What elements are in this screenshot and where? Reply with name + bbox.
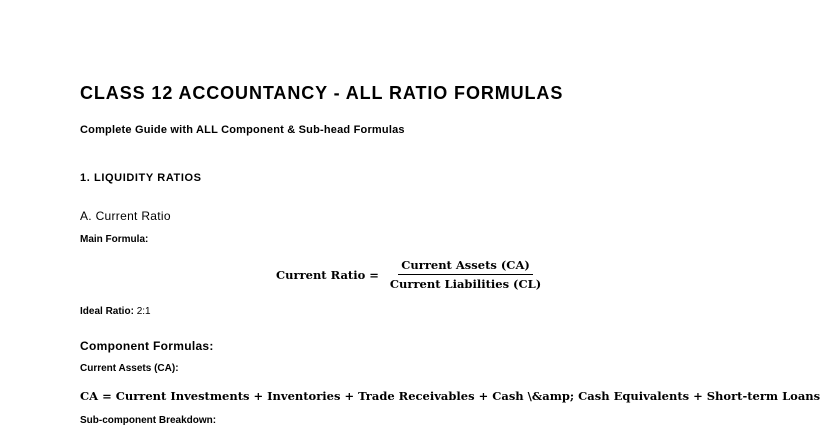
- current-assets-label: Current Assets (CA):: [80, 363, 179, 374]
- ideal-ratio-label: Ideal Ratio:: [80, 306, 134, 317]
- formula-denominator: Current Liabilities (CL): [389, 277, 542, 291]
- section-heading-liquidity: 1. LIQUIDITY RATIOS: [80, 172, 202, 184]
- main-formula-label: Main Formula:: [80, 234, 149, 245]
- document-page: [80, 0, 820, 441]
- component-formulas-heading: Component Formulas:: [80, 339, 214, 353]
- document-subtitle: Complete Guide with ALL Component & Sub-head Formulas: [80, 124, 405, 136]
- ideal-ratio-value: 2:1: [136, 306, 151, 317]
- formula-fraction: [387, 258, 544, 291]
- current-assets-formula: CA = Current Investments + Inventories + Trade Receivables + Cash \&amp; Cash Equivalents + Short-term Loans: [80, 389, 820, 403]
- formula-lhs: Current Ratio: [276, 267, 366, 282]
- ideal-ratio: [80, 306, 151, 317]
- current-ratio-formula: [276, 258, 544, 291]
- formula-equals: =: [369, 267, 379, 282]
- document-title: CLASS 12 ACCOUNTANCY - ALL RATIO FORMULAS: [80, 83, 564, 103]
- formula-numerator: Current Assets (CA): [398, 258, 533, 275]
- subsection-heading-current-ratio: A. Current Ratio: [80, 209, 171, 223]
- subcomponent-breakdown-label: Sub-component Breakdown:: [80, 415, 217, 426]
